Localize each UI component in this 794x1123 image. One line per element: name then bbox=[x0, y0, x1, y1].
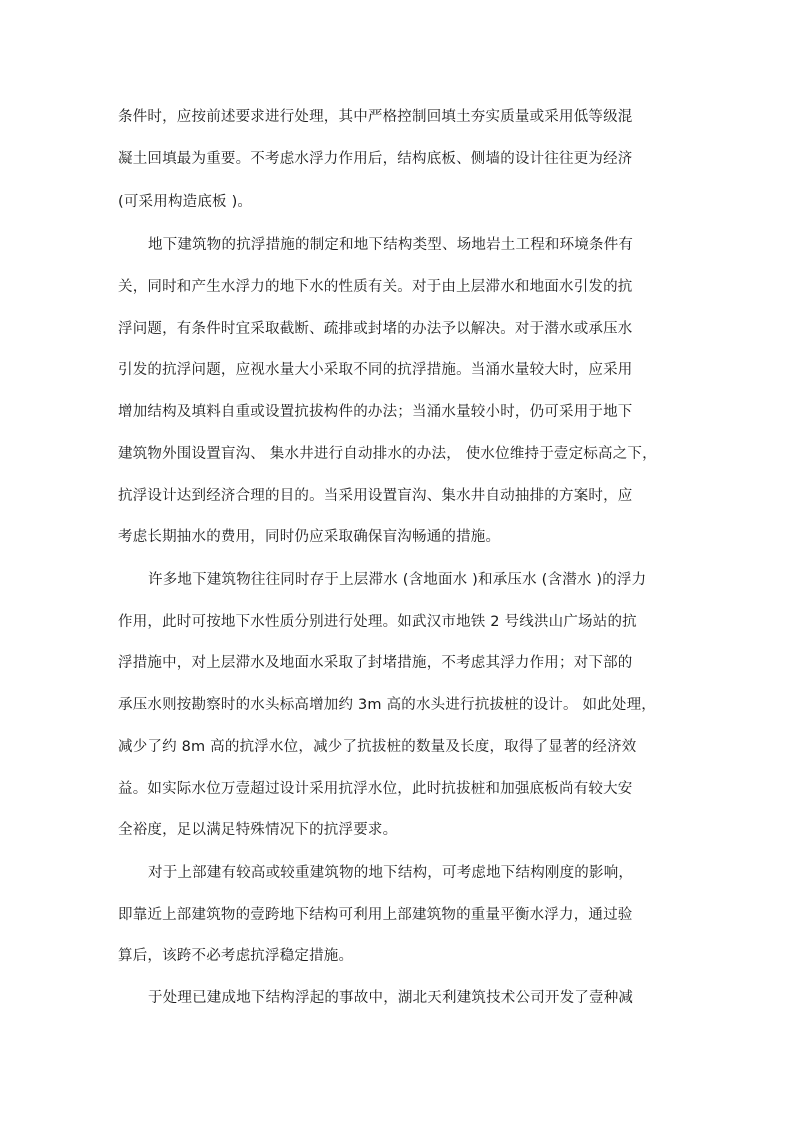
paragraph-first-line: 许多地下建筑物往往同时存于上层滞水 (含地面水 )和承压水 (含潜水 )的浮力 bbox=[148, 572, 647, 588]
text-line: 关，同时和产生水浮力的地下水的性质有关。对于由上层滞水和地面水引发的抗 bbox=[118, 279, 633, 295]
text-line: 益。如实际水位万壹超过设计采用抗浮水位，此时抗拔桩和加强底板尚有较大安 bbox=[118, 781, 633, 797]
text-line: 引发的抗浮问题，应视水量大小采取不同的抗浮措施。当涌水量较大时，应采用 bbox=[118, 362, 633, 378]
text-line: 条件时，应按前述要求进行处理，其中严格控制回填土夯实质量或采用低等级混 bbox=[118, 109, 633, 125]
paragraph-first-line: 对于上部建有较高或较重建筑物的地下结构，可考虑地下结构刚度的影响， bbox=[148, 865, 634, 881]
text-line: 算后，该跨不必考虑抗浮稳定措施。 bbox=[118, 948, 354, 964]
text-line: 作用，此时可按地下水性质分别进行处理。如武汉市地铁 2 号线洪山广场站的抗 bbox=[118, 614, 637, 630]
text-line: 承压水则按勘察时的水头标高增加约 3m 高的水头进行抗拔桩的设计。 如此处理， bbox=[118, 697, 656, 713]
text-line: 凝土回填最为重要。不考虑水浮力作用后，结构底板、侧墙的设计往往更为经济 bbox=[118, 151, 633, 167]
text-line: 全裕度，足以满足特殊情况下的抗浮要求。 bbox=[118, 822, 398, 838]
text-line: 建筑物外围设置盲沟、 集水井进行自动排水的办法， 使水位维持于壹定标高之下， bbox=[118, 446, 657, 462]
text-line: 浮措施中，对上层滞水及地面水采取了封堵措施，不考虑其浮力作用；对下部的 bbox=[118, 655, 633, 671]
text-line: 考虑长期抽水的费用，同时仍应采取确保盲沟畅通的措施。 bbox=[118, 529, 501, 545]
text-line: 抗浮设计达到经济合理的目的。当采用设置盲沟、集水井自动抽排的方案时，应 bbox=[118, 488, 633, 504]
text-line: 即靠近上部建筑物的壹跨地下结构可利用上部建筑物的重量平衡水浮力，通过验 bbox=[118, 907, 633, 923]
paragraph-first-line: 于处理已建成地下结构浮起的事故中，湖北天利建筑技术公司开发了壹种减 bbox=[148, 990, 634, 1006]
text-line: (可采用构造底板 )。 bbox=[118, 194, 253, 210]
paragraph-first-line: 地下建筑物的抗浮措施的制定和地下结构类型、场地岩土工程和环境条件有 bbox=[148, 237, 634, 253]
text-line: 浮问题，有条件时宜采取截断、疏排或封堵的办法予以解决。对于潜水或承压水 bbox=[118, 321, 633, 337]
text-line: 减少了约 8m 高的抗浮水位，减少了抗拔桩的数量及长度，取得了显著的经济效 bbox=[118, 739, 637, 755]
text-line: 增加结构及填料自重或设置抗拔构件的办法；当涌水量较小时，仍可采用于地下 bbox=[118, 404, 633, 420]
